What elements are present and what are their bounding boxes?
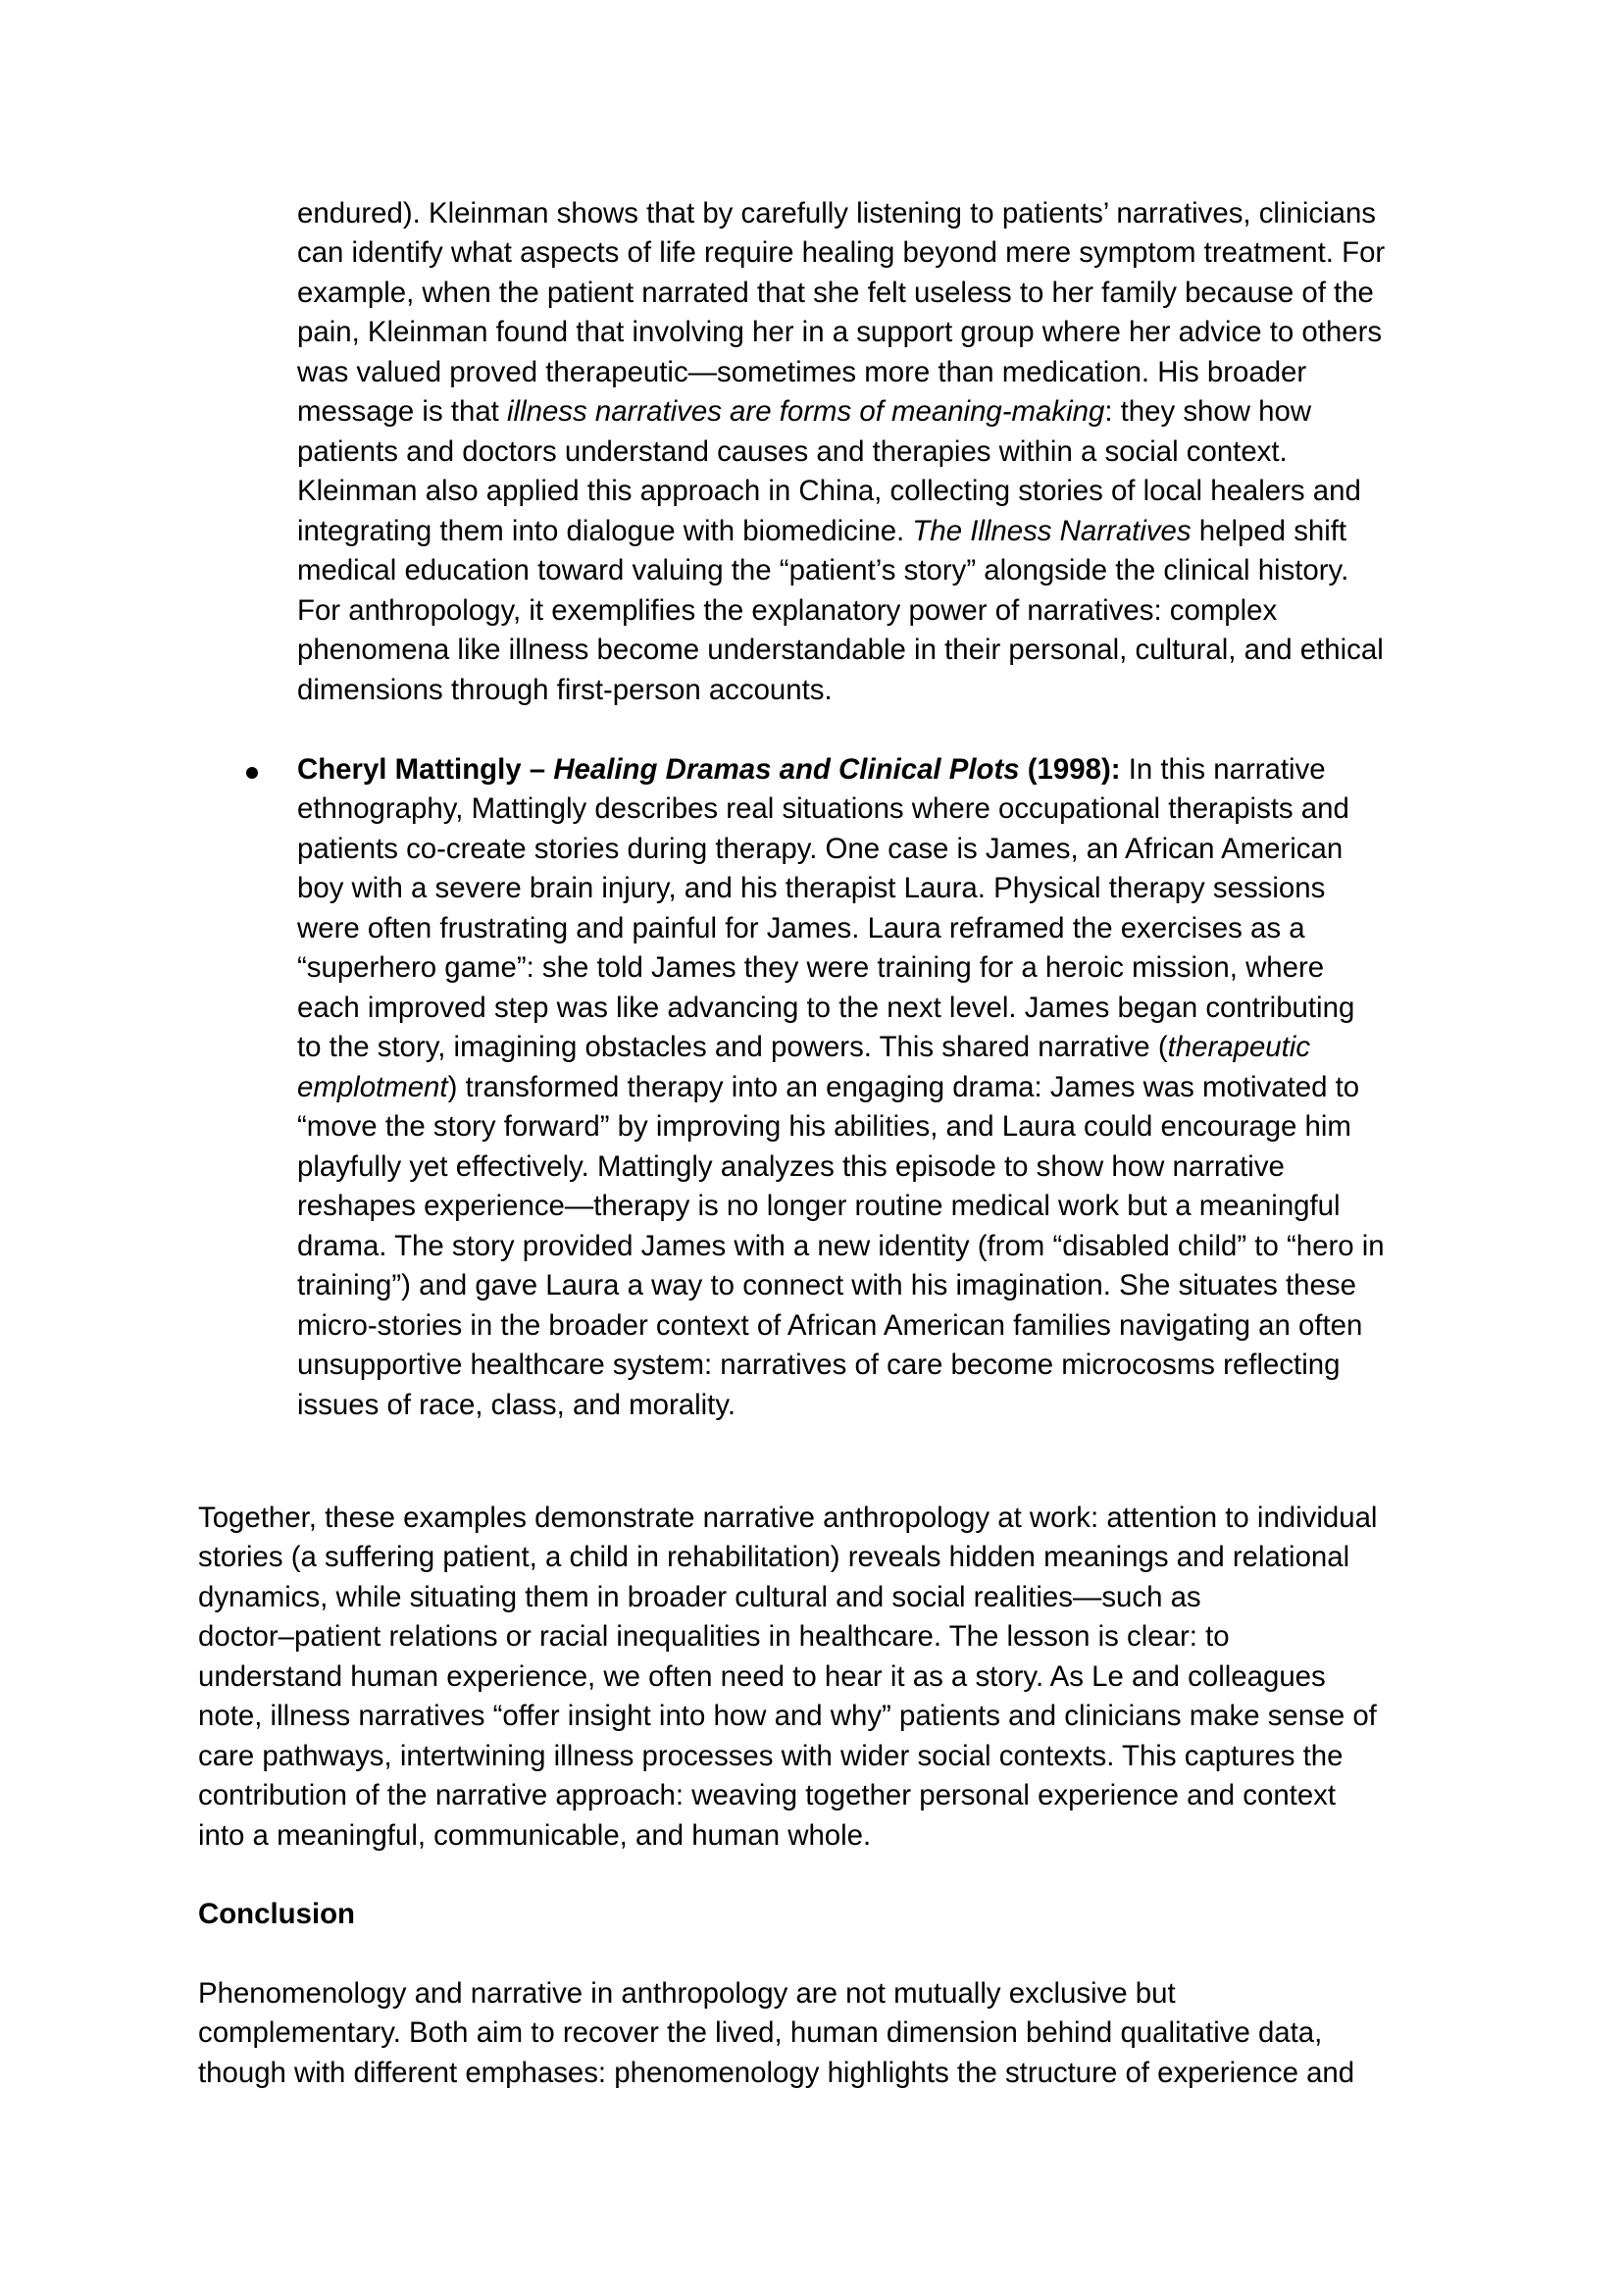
mattingly-year: (1998): <box>1019 753 1121 786</box>
meaning-making-emphasis: illness narratives are forms of meaning-making <box>507 395 1105 428</box>
kleinman-line-8: Kleinman also applied this approach in China, collecting stories of local healers and <box>297 475 1361 507</box>
mattingly-line-14: training”) and gave Laura a way to connect with his imagination. She situates these <box>297 1269 1356 1301</box>
mattingly-line-3: patients co-create stories during therapy. One case is James, an African American <box>297 833 1344 865</box>
kleinman-line-3: example, when the patient narrated that she felt useless to her family because of the <box>297 277 1374 309</box>
together-line-7: care pathways, intertwining illness processes with wider social contexts. This captures the <box>198 1740 1344 1772</box>
kleinman-line-11: For anthropology, it exemplifies the explanatory power of narratives: complex <box>297 594 1278 627</box>
together-line-5: understand human experience, we often need to hear it as a story. As Le and colleagues <box>198 1660 1326 1693</box>
conclusion-heading: Conclusion <box>198 1898 356 1930</box>
bullet-icon <box>246 767 258 779</box>
conclusion-line-1: Phenomenology and narrative in anthropology are not mutually exclusive but <box>198 1977 1176 2010</box>
mattingly-book-title: Healing Dramas and Clinical Plots <box>553 753 1020 786</box>
together-line-9: into a meaningful, communicable, and human whole. <box>198 1819 872 1852</box>
kleinman-line-9-a: integrating them into dialogue with biomedicine. <box>297 515 913 547</box>
kleinman-line-6-b: : they show how <box>1104 395 1312 428</box>
kleinman-line-1: endured). Kleinman shows that by carefully listening to patients’ narratives, clinicians <box>297 197 1376 229</box>
mattingly-line-16: unsupportive healthcare system: narratives of care become microcosms reflecting <box>297 1349 1341 1381</box>
conclusion-line-3: though with different emphases: phenomenology highlights the structure of experience and <box>198 2057 1355 2089</box>
therapeutic-emphasis: therapeutic <box>1167 1031 1311 1063</box>
together-line-4: doctor–patient relations or racial inequalities in healthcare. The lesson is clear: to <box>198 1620 1230 1653</box>
kleinman-line-4: pain, Kleinman found that involving her in a support group where her advice to others <box>297 316 1383 348</box>
emplotment-emphasis: emplotment <box>297 1071 448 1103</box>
kleinman-line-12: phenomena like illness become understandable in their personal, cultural, and ethical <box>297 634 1384 666</box>
kleinman-line-6 <box>297 395 1311 429</box>
mattingly-line-17: issues of race, class, and morality. <box>297 1389 736 1421</box>
together-line-1: Together, these examples demonstrate narrative anthropology at work: attention to individual <box>198 1502 1378 1534</box>
kleinman-line-6-a: message is that <box>297 395 508 428</box>
mattingly-line-9-b: ) transformed therapy into an engaging drama: James was motivated to <box>447 1071 1360 1103</box>
mattingly-line-12: reshapes experience—therapy is no longer routine medical work but a meaningful <box>297 1190 1341 1222</box>
together-line-2: stories (a suffering patient, a child in rehabilitation) reveals hidden meanings and relational <box>198 1541 1350 1573</box>
kleinman-line-2: can identify what aspects of life require healing beyond mere symptom treatment. For <box>297 236 1386 269</box>
together-line-8: contribution of the narrative approach: weaving together personal experience and context <box>198 1779 1337 1811</box>
conclusion-line-2: complementary. Both aim to recover the lived, human dimension behind qualitative data, <box>198 2016 1323 2049</box>
kleinman-line-10: medical education toward valuing the “patient’s story” alongside the clinical history. <box>297 554 1349 586</box>
kleinman-line-9 <box>297 515 1346 548</box>
mattingly-line-1-rest: In this narrative <box>1120 753 1326 786</box>
mattingly-line-7: each improved step was like advancing to the next level. James began contributing <box>297 992 1355 1024</box>
mattingly-line-8-a: to the story, imagining obstacles and powers. This shared narrative ( <box>297 1031 1168 1063</box>
kleinman-line-9-b: helped shift <box>1191 515 1347 547</box>
kleinman-line-5: was valued proved therapeutic—sometimes more than medication. His broader <box>297 356 1307 388</box>
mattingly-line-10: “move the story forward” by improving his abilities, and Laura could encourage him <box>297 1110 1351 1143</box>
mattingly-line-1 <box>297 753 1326 787</box>
mattingly-line-15: micro-stories in the broader context of African American families navigating an often <box>297 1309 1363 1342</box>
mattingly-line-8 <box>297 1031 1310 1064</box>
mattingly-line-11: playfully yet effectively. Mattingly analyzes this episode to show how narrative <box>297 1150 1285 1183</box>
mattingly-author: Cheryl Mattingly – <box>297 753 554 786</box>
mattingly-line-6: “superhero game”: she told James they were training for a heroic mission, where <box>297 951 1325 984</box>
book-title-illness-narratives: The Illness Narratives <box>912 515 1192 547</box>
mattingly-line-13: drama. The story provided James with a new identity (from “disabled child” to “hero in <box>297 1230 1385 1262</box>
together-line-6: note, illness narratives “offer insight into how and why” patients and clinicians make sense of <box>198 1700 1377 1732</box>
together-line-3: dynamics, while situating them in broader cultural and social realities—such as <box>198 1581 1201 1613</box>
kleinman-line-13: dimensions through first-person accounts. <box>297 674 833 706</box>
kleinman-line-7: patients and doctors understand causes and therapies within a social context. <box>297 435 1288 468</box>
mattingly-line-5: were often frustrating and painful for James. Laura reframed the exercises as a <box>297 912 1305 944</box>
mattingly-line-2: ethnography, Mattingly describes real situations where occupational therapists and <box>297 792 1349 825</box>
mattingly-line-9 <box>297 1071 1359 1104</box>
mattingly-line-4: boy with a severe brain injury, and his therapist Laura. Physical therapy sessions <box>297 872 1326 904</box>
